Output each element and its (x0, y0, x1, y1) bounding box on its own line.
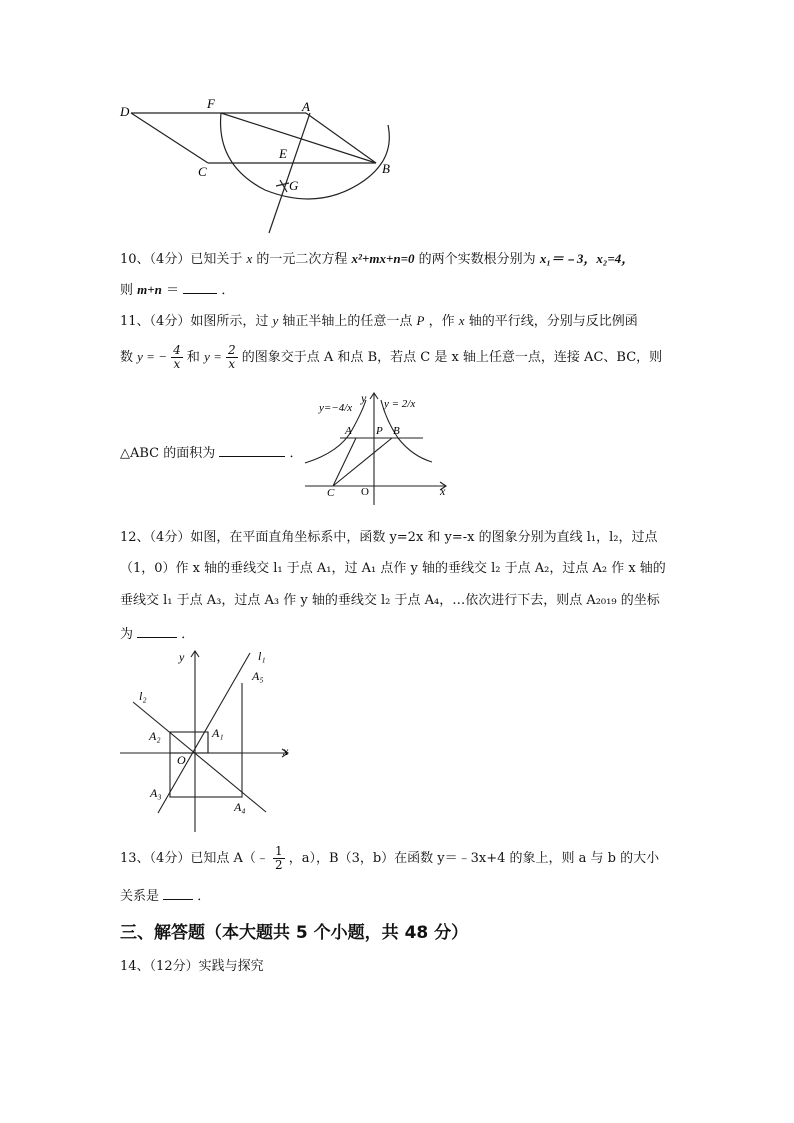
q11-mid1: 轴正半轴上的任意一点 (282, 314, 413, 329)
q11-func2-num: 2 (228, 343, 236, 357)
q11-end: ． (289, 446, 303, 461)
q13-frac-den: 2 (274, 858, 283, 872)
q11-var-y: y (272, 313, 279, 328)
q10-expr: m+n (137, 282, 162, 297)
q12-end: ． (181, 627, 195, 642)
q11-func1-num: 4 (173, 343, 181, 357)
label-B: B (382, 161, 390, 176)
label-E: E (279, 146, 287, 161)
label-F: F (207, 96, 215, 111)
q12-line4 (120, 624, 194, 644)
line-AB (306, 113, 376, 163)
q11-func1-den: x (173, 357, 181, 371)
q14-line: 14、（12分）实践与探究 (120, 959, 264, 974)
q11-label-O: O (361, 486, 369, 498)
q11-label-y: y (361, 391, 367, 405)
q11-label-C: C (327, 487, 335, 499)
label-D: D (120, 104, 130, 119)
q11-figure (300, 388, 455, 508)
q12-line1 (120, 529, 658, 547)
q10-end: ． (221, 283, 235, 298)
q13-line1 (120, 842, 659, 876)
q10-answer-blank[interactable] (183, 280, 217, 294)
q11-label-left-func: y=−4/x (319, 402, 353, 414)
q11-label-P: P (376, 425, 383, 437)
label-A: A (302, 99, 310, 114)
q10-eq-sign: ＝ (166, 283, 180, 298)
label-G: G (289, 178, 299, 193)
q12-label-A1: A₁ (212, 726, 224, 740)
q12-line-l1 (158, 653, 250, 813)
q12-label-A3: A₃ (150, 786, 162, 800)
q12-label-y: y (179, 650, 185, 664)
q12-figure (115, 645, 300, 835)
q12-line3-text: 垂线交 l₁ 于点 A₃，过点 A₃ 作 y 轴的垂线交 l₂ 于点 A₄，…依次进行下去，则点 A₂₀₁₉ 的坐标 (120, 593, 660, 608)
section-heading: 三、解答题（本大题共 5 个小题，共 48 分） (120, 923, 469, 943)
q10-equation: x²+mx+n=0 (351, 251, 415, 266)
q12-label-A4: A₄ (234, 800, 246, 814)
q13-mid: ，a），B（3，b）在函数 y＝﹣3x+4 的象上，则 a 与 b 的大小 (288, 851, 660, 866)
q11-label-x: x (440, 484, 446, 498)
q11-answer-blank[interactable] (219, 443, 285, 457)
q11-func2-lhs: y = (204, 349, 222, 364)
label-C: C (198, 164, 207, 179)
q13-frac-num: 1 (274, 844, 283, 858)
q12-line2-text: （1，0）作 x 轴的垂线交 l₁ 于点 A₁，过 A₁ 点作 y 轴的垂线交 l₂ 于点 A₂，过点 A₂ 作 x 轴的 (120, 561, 666, 576)
q12-line2 (120, 560, 666, 578)
q10-line1 (120, 250, 634, 269)
q10-mid2: 的两个实数根分别为 (418, 252, 536, 267)
q11-var-x: x (458, 313, 465, 328)
q12-label-x: x (283, 744, 289, 758)
q13-line2-text: 关系是 (120, 889, 160, 904)
q11-area-text: △ABC 的面积为 (120, 446, 216, 461)
q10-prefix: 10、（4分）已知关于 (120, 252, 243, 267)
q10-line2 (120, 280, 234, 300)
q11-func1-lhs: y = − (137, 349, 167, 364)
q10-roots: x₁＝﹣3，x₂=4， (539, 251, 635, 266)
q13-fraction (273, 845, 285, 872)
q11-and: 和 (186, 350, 200, 365)
line-FB (221, 113, 376, 163)
q11-line-BC (333, 438, 392, 486)
q11-line1 (120, 312, 638, 331)
q11-func2-den: x (228, 357, 236, 371)
q12-answer-blank[interactable] (137, 624, 177, 638)
q13-answer-blank[interactable] (163, 886, 193, 900)
q11-func1-fraction (171, 344, 183, 371)
q11-prefix: 11、（4分）如图所示，过 (120, 314, 269, 329)
q10-var-x: x (246, 251, 253, 266)
q12-label-A2: A₂ (149, 729, 161, 743)
q11-line2-suffix: 的图象交于点 A 和点 B，若点 C 是 x 轴上任意一点，连接 AC、BC，则 (241, 350, 663, 365)
q11-mid3: 轴的平行线，分别与反比例函 (468, 314, 638, 329)
q11-label-A: A (345, 425, 352, 437)
line-DC (131, 113, 208, 163)
q11-mid2: ，作 (428, 314, 455, 329)
q11-line2-prefix: 数 (120, 350, 134, 365)
q12-label-A5: A₅ (252, 669, 264, 683)
q10-line2-prefix: 则 (120, 283, 134, 298)
q12-label-O: O (177, 753, 186, 767)
q12-label-l1: l₁ (258, 649, 266, 663)
q11-line2 (120, 340, 662, 375)
geometry-figure (115, 92, 405, 242)
q11-point-p: P (416, 313, 425, 328)
q12-line1-text: 12、（4分）如图，在平面直角坐标系中，函数 y=2x 和 y=-x 的图象分别为直线 l₁，l₂，过点 (120, 530, 658, 545)
q13-line2 (120, 886, 210, 906)
q12-line3 (120, 592, 660, 610)
q12-label-l2: l₂ (139, 689, 147, 703)
q11-label-right-func: y = 2/x (384, 398, 416, 410)
q13-prefix: 13、（4分）已知点 A（﹣ (120, 851, 269, 866)
q10-mid1: 的一元二次方程 (256, 252, 348, 267)
q12-line4-text: 为 (120, 627, 134, 642)
arc (221, 113, 390, 199)
q11-func2-fraction (226, 344, 238, 371)
q11-label-B: B (393, 425, 400, 437)
q11-line3 (120, 443, 303, 463)
q13-end: ． (197, 889, 211, 904)
q11-line-AC (333, 438, 356, 486)
